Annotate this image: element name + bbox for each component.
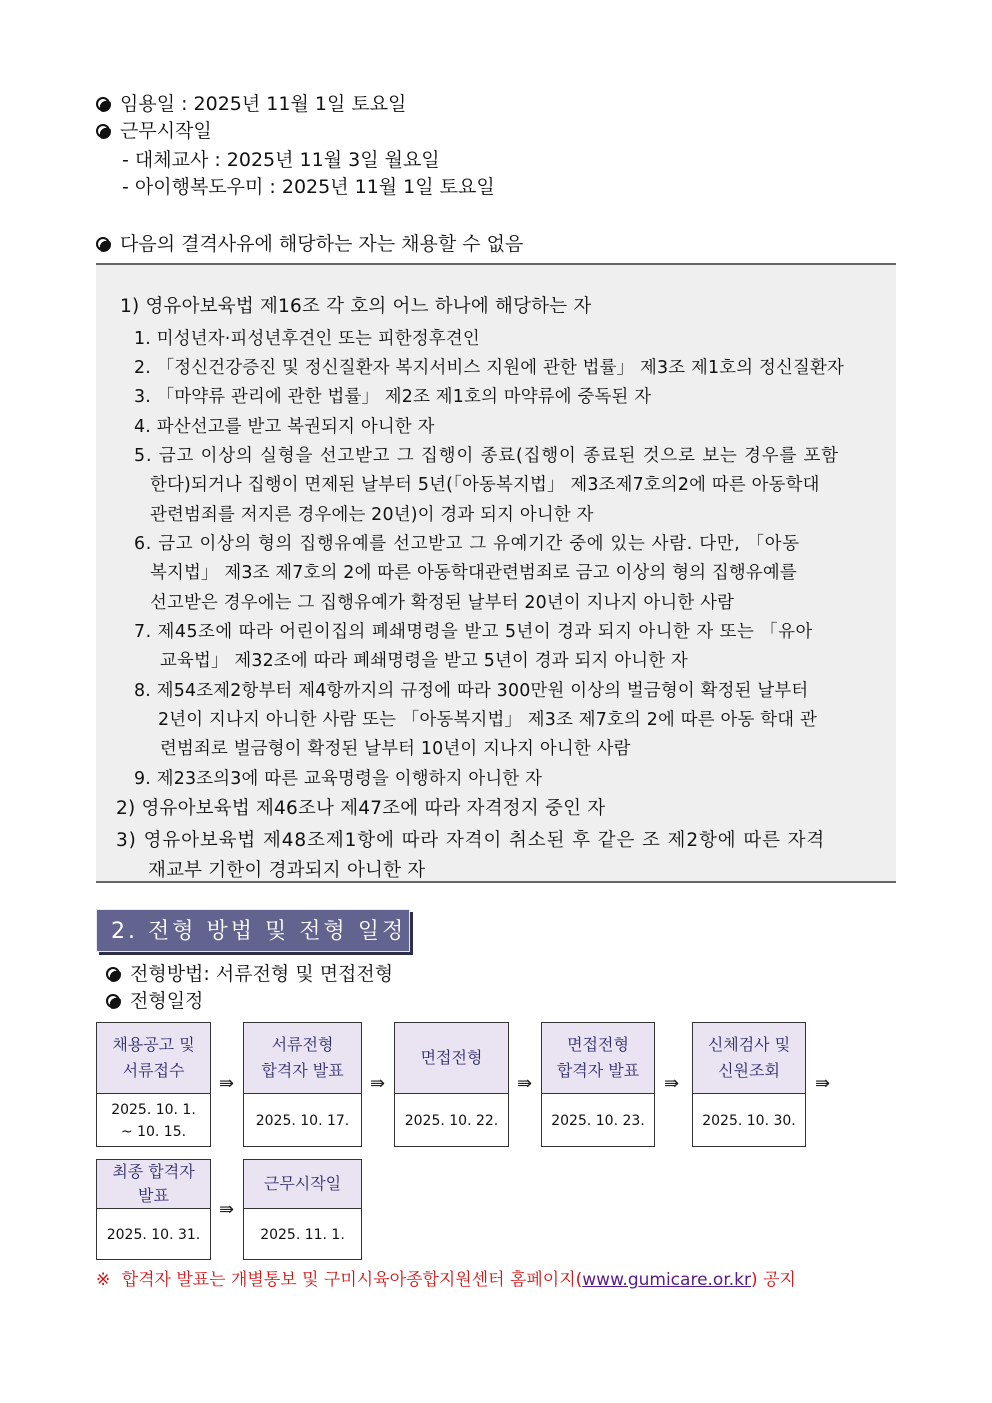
- disq-line: 2) 영유아보육법 제46조나 제47조에 따라 자격정지 중인 자: [116, 798, 606, 819]
- disq-line: 8. 제54조제2항부터 제4항까지의 규정에 따라 300만원 이상의 벌금형이 확정된 날부터: [134, 681, 809, 701]
- bullet-work-start: [96, 119, 212, 143]
- disqualification-box: [96, 263, 896, 883]
- bullet-schedule: [106, 989, 203, 1013]
- disq-line: 9. 제23조의3에 따른 교육명령을 이행하지 아니한 자: [134, 769, 543, 789]
- work-start-substitute: - 대체교사 : 2025년 11월 3일 월요일: [122, 149, 440, 171]
- arrow-right-icon: ⇛: [815, 1073, 831, 1094]
- disq-line: 1) 영유아보육법 제16조 각 호의 어느 하나에 해당하는 자: [120, 296, 592, 317]
- disqualification-title: 다음의 결격사유에 해당하는 자는 채용할 수 없음: [120, 233, 524, 255]
- disq-line: 관련범죄를 저지른 경우에는 20년)이 경과 되지 아니한 자: [150, 505, 594, 525]
- schedule-step: [692, 1022, 806, 1147]
- announcement-notice: [96, 1268, 796, 1292]
- bullet-circle-icon: [96, 237, 110, 251]
- section2-heading: 2. 전형 방법 및 전형 일정: [96, 909, 410, 952]
- schedule-step: [96, 1159, 211, 1260]
- step-title: 채용공고 및 서류접수: [97, 1023, 210, 1094]
- work-start-text: 근무시작일: [120, 120, 212, 142]
- schedule-step: [394, 1022, 509, 1147]
- step-date: 2025. 10. 23.: [551, 1113, 645, 1129]
- disq-line: 한다)되거나 집행이 면제된 날부터 5년(「아동복지법」 제3조제7호의2에 따른 아동학대: [150, 475, 820, 495]
- step-title: 근무시작일: [244, 1160, 361, 1209]
- bullet-circle-icon: [106, 994, 120, 1008]
- schedule-step: [96, 1022, 211, 1147]
- schedule-label: 전형일정: [130, 990, 204, 1012]
- bullet-selection-method: [106, 962, 393, 986]
- arrow-right-icon: ⇛: [370, 1073, 386, 1094]
- step-date: 2025. 10. 17.: [255, 1113, 350, 1129]
- schedule-step: [541, 1022, 655, 1147]
- disq-line: 5. 금고 이상의 실형을 선고받고 그 집행이 종료(집행이 종료된 것으로 보는 경우를 포함: [134, 446, 839, 466]
- schedule-step: [243, 1159, 362, 1260]
- disq-line: 복지법」 제3조 제7호의 2에 따른 아동학대관련범죄로 금고 이상의 형의 집행유예를: [150, 563, 797, 583]
- disq-line: 련범죄로 벌금형이 확정된 날부터 10년이 지나지 아니한 사람: [160, 739, 631, 759]
- step-date: 2025. 10. 31.: [106, 1226, 201, 1243]
- disq-line: 3) 영유아보육법 제48조제1항에 따라 자격이 취소된 후 같은 조 제2항에 따른 자격: [116, 830, 826, 851]
- notice-text: 합격자 발표는 개별통보 및 구미시육아종합지원센터 홈페이지(: [121, 1270, 583, 1290]
- disq-line: 4. 파산선고를 받고 복권되지 아니한 자: [134, 417, 435, 437]
- notice-text-end: ) 공지: [751, 1270, 796, 1290]
- bullet-appointment-date: [96, 92, 406, 116]
- step-date: 2025. 11. 1.: [260, 1226, 345, 1243]
- disq-line: 교육법」 제32조에 따라 폐쇄명령을 받고 5년이 경과 되지 아니한 자: [160, 651, 688, 671]
- step-date: 2025. 10. 30.: [702, 1113, 796, 1129]
- disq-line: 1. 미성년자·피성년후견인 또는 피한정후견인: [134, 329, 480, 349]
- step-title: 서류전형 합격자 발표: [244, 1023, 361, 1094]
- step-title: 면접전형 합격자 발표: [542, 1023, 654, 1094]
- disq-line: 재교부 기한이 경과되지 아니한 자: [148, 860, 426, 881]
- arrow-right-icon: ⇛: [219, 1073, 235, 1094]
- step-title: 최종 합격자 발표: [97, 1160, 210, 1209]
- step-date: 2025. 10. 22.: [404, 1113, 499, 1129]
- bullet-circle-icon: [96, 97, 110, 111]
- disq-line: 2년이 지나지 아니한 사람 또는 「아동복지법」 제3조 제7호의 2에 따른 아동 학대 관: [158, 710, 817, 730]
- disq-line: 7. 제45조에 따라 어린이집의 폐쇄명령을 받고 5년이 경과 되지 아니한 자 또는 「유아: [134, 622, 813, 642]
- step-date: 2025. 10. 1. ~ 10. 15.: [111, 1102, 196, 1140]
- step-title: 면접전형: [395, 1023, 508, 1094]
- step-title: 신체검사 및 신원조회: [693, 1023, 805, 1094]
- disq-line: 6. 금고 이상의 형의 집행유예를 선고받고 그 유예기간 중에 있는 사람. 다만, 「아동: [134, 534, 800, 554]
- disq-line: 3. 「마약류 관리에 관한 법률」 제2조 제1호의 마약류에 중독된 자: [134, 387, 652, 407]
- arrow-right-icon: ⇛: [517, 1073, 533, 1094]
- arrow-right-icon: ⇛: [219, 1199, 235, 1220]
- bullet-disqualification: [96, 232, 523, 256]
- reference-mark: ※: [96, 1270, 111, 1290]
- disq-line: 선고받은 경우에는 그 집행유예가 확정된 날부터 20년이 지나지 아니한 사람: [150, 593, 735, 613]
- disq-line: 2. 「정신건강증진 및 정신질환자 복지서비스 지원에 관한 법률」 제3조 제1호의 정신질환자: [134, 358, 844, 378]
- schedule-step: [243, 1022, 362, 1147]
- bullet-circle-icon: [106, 967, 120, 981]
- homepage-link[interactable]: www.gumicare.or.kr: [582, 1270, 751, 1290]
- bullet-circle-icon: [96, 124, 110, 138]
- work-start-helper: - 아이행복도우미 : 2025년 11월 1일 토요일: [122, 176, 495, 198]
- appointment-date-text: 임용일 : 2025년 11월 1일 토요일: [120, 93, 407, 115]
- arrow-right-icon: ⇛: [664, 1073, 680, 1094]
- selection-method-text: 전형방법: 서류전형 및 면접전형: [130, 963, 394, 985]
